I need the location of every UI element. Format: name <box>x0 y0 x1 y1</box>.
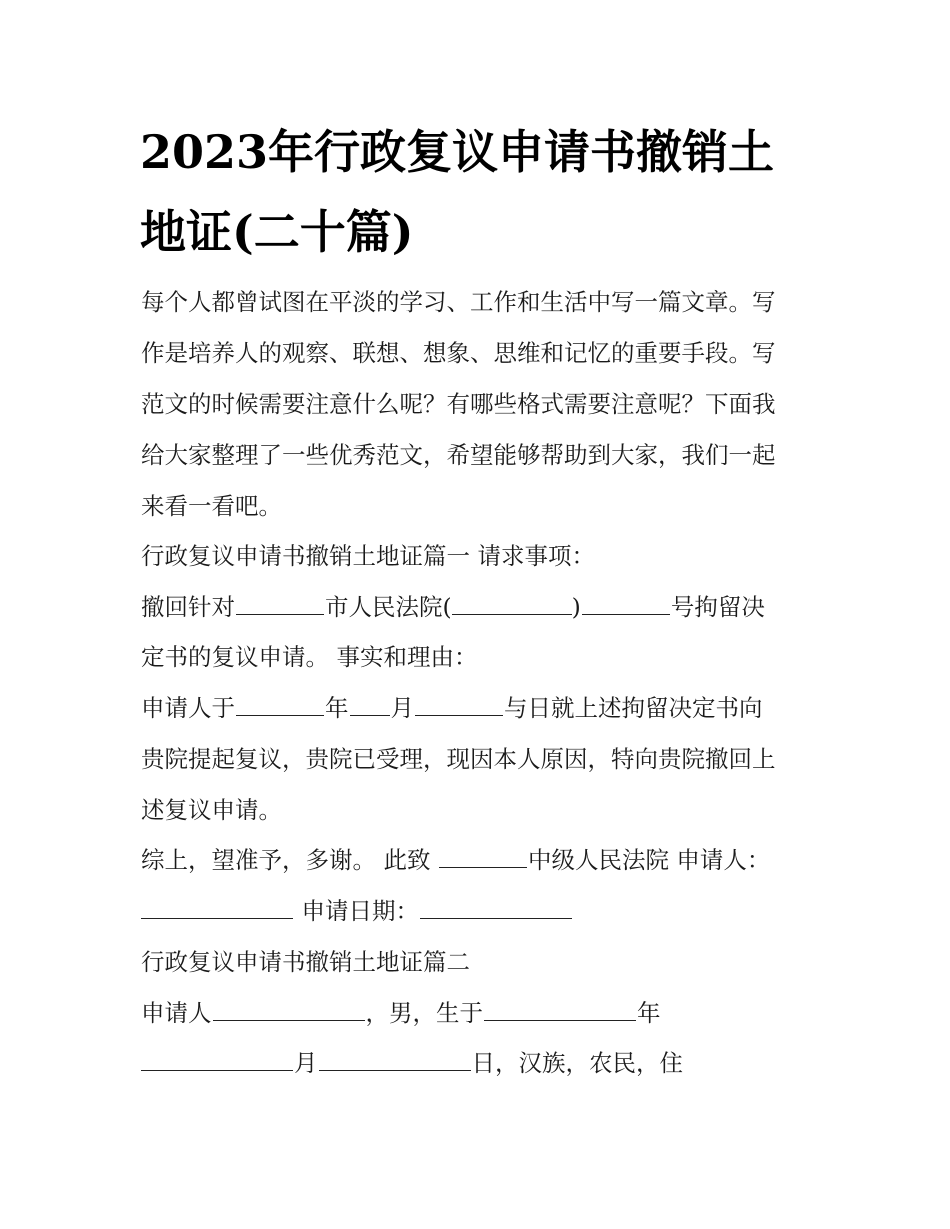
blank-field <box>141 1048 293 1071</box>
title-line-1: 2023年行政复议申请书撤销土 <box>140 125 775 179</box>
section1-line-1: 撤回针对 市人民法院( ) 号拘留决 <box>141 593 765 621</box>
blank-field <box>439 845 527 868</box>
intro-line-3: 范文的时候需要注意什么呢？有哪些格式需要注意呢？下面我 <box>141 390 776 418</box>
section1-line-6: 综上，望准予，多谢。 此致 中级人民法院 申请人： <box>141 846 771 874</box>
document-title <box>140 112 820 272</box>
blank-field <box>213 998 365 1021</box>
blank-field <box>236 592 324 615</box>
section1-line-3: 申请人于 年 月 与日就上述拘留决定书向 <box>141 694 763 722</box>
blank-field <box>582 592 670 615</box>
intro-line-4: 给大家整理了一些优秀范文，希望能够帮助到大家，我们一起 <box>141 441 776 469</box>
intro-line-1: 每个人都曾试图在平淡的学习、工作和生活中写一篇文章。写 <box>141 288 776 316</box>
blank-field <box>350 693 390 716</box>
title-line-2: 地证(二十篇) <box>140 205 414 259</box>
intro-line-2: 作是培养人的观察、联想、想象、思维和记忆的重要手段。写 <box>141 339 776 367</box>
blank-field <box>420 896 572 919</box>
blank-field <box>484 998 636 1021</box>
blank-field <box>236 693 324 716</box>
intro-line-5: 来看一看吧。 <box>141 492 282 520</box>
section2-line-2: 月 日，汉族，农民，住 <box>141 1048 821 1078</box>
blank-field <box>415 693 503 716</box>
section1-line-4: 贵院提起复议，贵院已受理，现因本人原因，特向贵院撤回上 <box>141 745 776 773</box>
blank-field <box>319 1048 471 1071</box>
section2-heading: 行政复议申请书撤销土地证篇二 <box>141 948 470 976</box>
section1-line-7: 申请日期： <box>141 896 821 926</box>
blank-field <box>141 896 293 919</box>
section1-heading: 行政复议申请书撤销土地证篇一 请求事项： <box>141 542 595 570</box>
section1-line-5: 述复议申请。 <box>141 796 282 824</box>
section1-line-2: 定书的复议申请。 事实和理由： <box>141 643 478 671</box>
section2-line-1: 申请人 ，男，生于 年 <box>141 999 661 1027</box>
blank-field <box>452 592 572 615</box>
